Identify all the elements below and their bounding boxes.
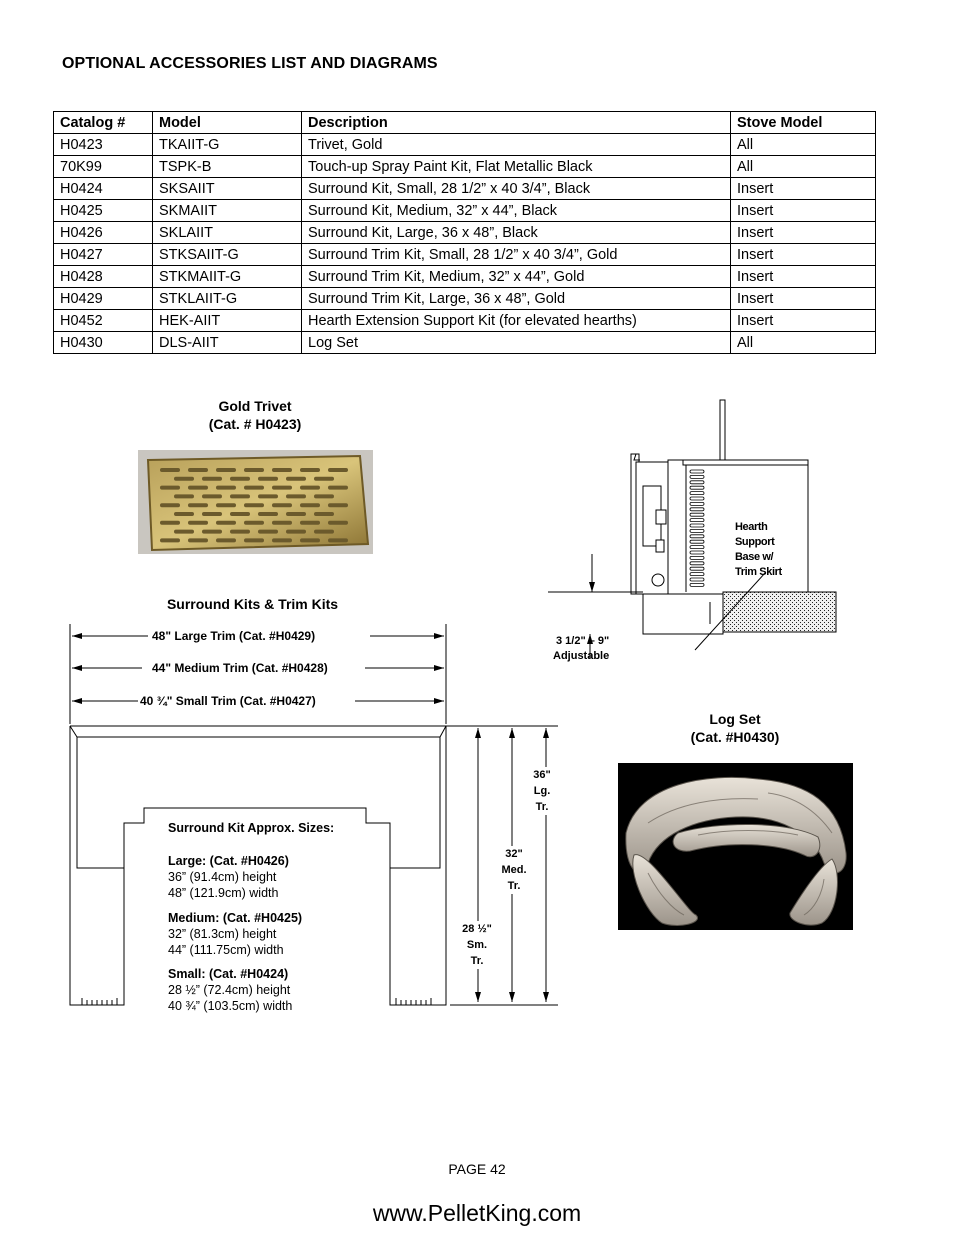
table-row: [54, 288, 876, 310]
adjust-text: Adjustable: [553, 650, 610, 662]
description-cell: Log Set: [302, 332, 731, 354]
dim-medium-trim: [496, 846, 532, 894]
catalog-cell: H0452: [54, 310, 153, 332]
description-cell: Surround Kit, Small, 28 1/2” x 40 3/4”, Black: [302, 178, 731, 200]
catalog-cell: H0427: [54, 244, 153, 266]
table-row: [54, 222, 876, 244]
hearth-base-label: [735, 520, 782, 580]
large-trim-label: 48" Large Trim (Cat. #H0429): [152, 629, 316, 643]
description-cell: Hearth Extension Support Kit (for elevated hearths): [302, 310, 731, 332]
dim-small-trim: [458, 921, 496, 969]
stove-model-cell: All: [731, 134, 876, 156]
logset-caption-catalog: (Cat. #H0430): [690, 729, 780, 745]
gold-trivet-photo: [138, 450, 373, 554]
stove-model-cell: Insert: [731, 266, 876, 288]
stove-model-cell: Insert: [731, 200, 876, 222]
dim-small-type: Tr.: [470, 955, 484, 967]
dim-small-size: Sm.: [466, 939, 488, 951]
dim-large-value: 36": [533, 769, 551, 781]
stove-model-cell: Insert: [731, 244, 876, 266]
surround-sizes-block: [168, 820, 334, 1014]
stove-model-cell: Insert: [731, 222, 876, 244]
table-header-row: [54, 112, 876, 134]
trivet-caption: [155, 397, 355, 433]
medium-trim-label: 44" Medium Trim (Cat. #H0428): [152, 661, 328, 675]
website-link[interactable]: www.PelletKing.com: [372, 1200, 582, 1226]
page-number: PAGE 42: [448, 1161, 506, 1177]
col-header-stove-model: Stove Model: [731, 112, 876, 134]
model-cell: TKAIIT-G: [153, 134, 302, 156]
hearth-label-line2: Support: [735, 536, 775, 548]
small-size-label: Small: (Cat. #H0424): [168, 967, 289, 981]
large-size-height: 36” (91.4cm) height: [168, 870, 277, 884]
catalog-cell: H0425: [54, 200, 153, 222]
model-cell: SKSAIIT: [153, 178, 302, 200]
dim-medium-value: 32": [505, 848, 523, 860]
table-row: [54, 200, 876, 222]
description-cell: Touch-up Spray Paint Kit, Flat Metallic Black: [302, 156, 731, 178]
dim-medium-type: Tr.: [507, 880, 521, 892]
dim-medium-size: Med.: [501, 864, 527, 876]
large-size-width: 48” (121.9cm) width: [168, 886, 279, 900]
table-row: [54, 332, 876, 354]
dim-large-trim: [528, 767, 556, 815]
logset-caption: [635, 710, 835, 746]
trivet-caption-title: Gold Trivet: [218, 398, 292, 414]
stove-model-cell: Insert: [731, 178, 876, 200]
model-cell: DLS-AIIT: [153, 332, 302, 354]
hearth-label-line1: Hearth: [735, 521, 768, 533]
dim-small-value: 28 ½": [462, 923, 492, 935]
stove-model-cell: Insert: [731, 310, 876, 332]
table-row: [54, 266, 876, 288]
accessories-table: [53, 111, 876, 354]
description-cell: Surround Trim Kit, Medium, 32” x 44”, Gold: [302, 266, 731, 288]
dim-large-size: Lg.: [533, 785, 551, 797]
catalog-cell: H0426: [54, 222, 153, 244]
model-cell: HEK-AIIT: [153, 310, 302, 332]
description-cell: Surround Trim Kit, Large, 36 x 48”, Gold: [302, 288, 731, 310]
stove-model-cell: All: [731, 156, 876, 178]
catalog-cell: 70K99: [54, 156, 153, 178]
catalog-cell: H0429: [54, 288, 153, 310]
description-cell: Trivet, Gold: [302, 134, 731, 156]
model-cell: TSPK-B: [153, 156, 302, 178]
model-cell: STKMAIIT-G: [153, 266, 302, 288]
catalog-cell: H0424: [54, 178, 153, 200]
table-row: [54, 156, 876, 178]
medium-size-width: 44” (111.75cm) width: [168, 943, 284, 957]
stove-model-cell: All: [731, 332, 876, 354]
stove-model-cell: Insert: [731, 288, 876, 310]
large-size-label: Large: (Cat. #H0426): [168, 854, 289, 868]
table-row: [54, 310, 876, 332]
description-cell: Surround Kit, Medium, 32” x 44”, Black: [302, 200, 731, 222]
hearth-label-line4: Trim Skirt: [735, 566, 782, 578]
adjustable-height-label: [553, 634, 609, 664]
surround-title: Surround Kits & Trim Kits: [166, 596, 339, 612]
col-header-description: Description: [302, 112, 731, 134]
small-size-width: 40 ¾” (103.5cm) width: [168, 999, 293, 1013]
col-header-model: Model: [153, 112, 302, 134]
model-cell: STKSAIIT-G: [153, 244, 302, 266]
col-header-catalog: Catalog #: [54, 112, 153, 134]
model-cell: SKLAIIT: [153, 222, 302, 244]
adjust-range: 3 1/2" – 9": [556, 635, 610, 647]
medium-size-height: 32” (81.3cm) height: [168, 927, 277, 941]
catalog-cell: H0428: [54, 266, 153, 288]
description-cell: Surround Kit, Large, 36 x 48”, Black: [302, 222, 731, 244]
dim-large-type: Tr.: [535, 801, 549, 813]
model-cell: SKMAIIT: [153, 200, 302, 222]
sizes-title: Surround Kit Approx. Sizes:: [168, 821, 335, 835]
hearth-label-line3: Base w/: [735, 551, 774, 563]
medium-size-label: Medium: (Cat. #H0425): [168, 911, 303, 925]
page-heading: OPTIONAL ACCESSORIES LIST AND DIAGRAMS: [62, 55, 438, 72]
hearth-support-diagram: [548, 398, 842, 658]
table-row: [54, 178, 876, 200]
catalog-cell: H0430: [54, 332, 153, 354]
model-cell: STKLAIIT-G: [153, 288, 302, 310]
table-row: [54, 244, 876, 266]
catalog-cell: H0423: [54, 134, 153, 156]
small-size-height: 28 ½” (72.4cm) height: [168, 983, 291, 997]
trivet-caption-catalog: (Cat. # H0423): [208, 416, 302, 432]
small-trim-label: 40 ¾" Small Trim (Cat. #H0427): [140, 694, 316, 708]
table-row: [54, 134, 876, 156]
description-cell: Surround Trim Kit, Small, 28 1/2” x 40 3/4”, Gold: [302, 244, 731, 266]
logset-caption-title: Log Set: [709, 711, 761, 727]
log-set-photo: [618, 763, 853, 930]
